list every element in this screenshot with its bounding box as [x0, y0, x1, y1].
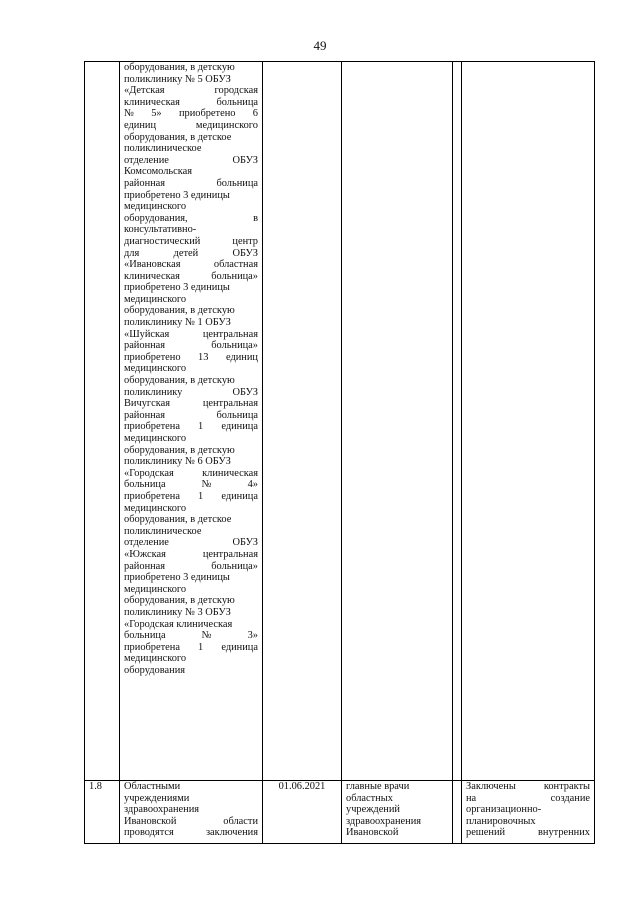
text-word: оборудования, [124, 212, 188, 224]
text-line [124, 155, 258, 167]
text-line: оборудования, в детскую [124, 595, 235, 607]
text-line [124, 178, 258, 190]
text-line: учреждениями [124, 792, 190, 804]
text-word: для [124, 247, 140, 259]
text-line [124, 816, 258, 828]
text-line [124, 236, 258, 248]
text-line [124, 468, 258, 480]
cell-date [263, 781, 342, 844]
text-word: «Городская [124, 467, 174, 479]
text-line: здравоохранения [346, 815, 422, 827]
text-word: «Ивановская [124, 259, 181, 271]
text-line: медицинского [124, 583, 187, 595]
text-line: консультативно- [124, 224, 197, 236]
cell-number [85, 781, 120, 844]
text-line [466, 781, 590, 793]
text-word: больница [124, 479, 166, 491]
cell-date [263, 62, 342, 781]
text-word: 5» [151, 108, 162, 120]
text-word: ОБУЗ [232, 247, 258, 259]
text-word: приобретено [178, 108, 236, 120]
text-word: больница [216, 409, 258, 421]
text-line [124, 387, 258, 399]
cell-result [462, 781, 595, 844]
text-line [124, 642, 258, 654]
text-line [124, 120, 258, 132]
text-word: больница» [211, 340, 258, 352]
text-word: контракты [543, 781, 590, 792]
text-word: «Шуйская [124, 328, 170, 340]
text-word: единица [221, 641, 258, 653]
text-line [124, 827, 258, 839]
page-number: 49 [313, 38, 327, 53]
text-line: оборудования, в детскую [124, 62, 235, 73]
text-word: районная [124, 340, 166, 352]
row-date: 01.06.2021 [278, 781, 326, 792]
text-word: больница [216, 96, 258, 108]
text-line [124, 97, 258, 109]
text-line: медицинского [124, 363, 187, 375]
text-line: поликлинику № 3 ОБУЗ [124, 606, 231, 618]
description-text [124, 781, 258, 839]
text-word: районная [124, 409, 166, 421]
text-line: оборудования, в детскую [124, 444, 235, 456]
text-line: медицинского [124, 201, 187, 213]
cell-responsible [342, 781, 453, 844]
cell-description [120, 62, 263, 781]
text-word: отделение [124, 154, 169, 166]
text-word: больница» [211, 560, 258, 572]
text-line [124, 421, 258, 433]
text-line [124, 213, 258, 225]
text-line: оборудования, в детскую [124, 375, 235, 387]
text-word: центральная [202, 398, 258, 410]
text-word: 3» [247, 630, 258, 642]
table-row-1-8 [85, 781, 595, 844]
text-line: здравоохранения [124, 804, 200, 816]
text-line: медицинского [124, 293, 187, 305]
text-word: 13 [198, 351, 209, 363]
text-line [466, 827, 590, 839]
text-word: 4» [247, 479, 258, 491]
text-word: диагностический [124, 235, 201, 247]
text-line [124, 248, 258, 260]
text-line [124, 271, 258, 283]
cell-responsible [342, 62, 453, 781]
text-word: № [124, 108, 134, 120]
text-word: приобретена [124, 421, 180, 433]
result-text [466, 781, 590, 839]
text-line [124, 352, 258, 364]
text-word: единиц [225, 351, 258, 363]
text-line [124, 329, 258, 341]
text-line [124, 85, 258, 97]
text-word: заключения [205, 827, 258, 839]
text-word: Вичугская [124, 398, 171, 410]
text-line: оборудования, в детское [124, 514, 232, 526]
text-word: больница [216, 177, 258, 189]
text-line: главные врачи [346, 781, 410, 792]
text-word: детей [173, 247, 199, 259]
text-word: ОБУЗ [232, 154, 258, 166]
text-word: ОБУЗ [232, 537, 258, 549]
text-line: «Городская клиническая [124, 618, 233, 630]
text-line: Областными [124, 781, 181, 792]
text-word: больница [124, 630, 166, 642]
text-line: поликлинику № 1 ОБУЗ [124, 317, 231, 329]
text-word: городская [214, 85, 258, 97]
cell-empty [453, 62, 462, 781]
text-word: «Детская [124, 85, 165, 97]
text-line: планировочных [466, 815, 536, 827]
text-line: организационно- [466, 804, 542, 816]
measures-table [84, 61, 595, 844]
text-line: оборудования, в детское [124, 131, 232, 143]
text-word: центральная [202, 548, 258, 560]
text-line: поликлиническое [124, 525, 202, 537]
responsible-text [346, 781, 448, 839]
text-word: № [201, 479, 212, 491]
text-line [124, 398, 258, 410]
text-line [124, 630, 258, 642]
text-word: клиническая [202, 467, 258, 479]
text-line [466, 793, 590, 805]
text-line: Ивановской [346, 827, 399, 839]
text-line [124, 491, 258, 503]
table-row-continued [85, 62, 595, 781]
text-line: областных [346, 792, 393, 804]
text-word: центральная [202, 328, 258, 340]
text-line [124, 340, 258, 352]
text-line: Комсомольская [124, 166, 193, 178]
text-line [124, 259, 258, 271]
text-word: Ивановской [124, 815, 177, 827]
text-word: единица [221, 421, 258, 433]
text-line: учреждений [346, 804, 400, 816]
text-word: проводятся [124, 827, 174, 839]
text-word: на [466, 792, 477, 804]
text-line: поликлиническое [124, 143, 202, 155]
text-word: больница» [211, 270, 258, 282]
cell-empty [453, 781, 462, 844]
text-line: поликлинику № 6 ОБУЗ [124, 456, 231, 468]
row-number: 1.8 [89, 781, 102, 792]
cell-number [85, 62, 120, 781]
text-word: центр [232, 235, 258, 247]
text-word: 1 [198, 641, 204, 653]
text-word: районная [124, 177, 166, 189]
text-word: приобретена [124, 490, 180, 502]
text-line: оборудования [124, 664, 186, 676]
text-line [124, 549, 258, 561]
text-line [124, 537, 258, 549]
text-line: оборудования, в детскую [124, 305, 235, 317]
text-word: «Южская [124, 548, 166, 560]
text-word: ОБУЗ [232, 386, 258, 398]
text-word: районная [124, 560, 166, 572]
text-line [124, 479, 258, 491]
text-line: медицинского [124, 502, 187, 514]
text-word: создание [550, 792, 590, 804]
text-line: медицинского [124, 433, 187, 444]
text-word: 1 [198, 490, 204, 502]
text-line: приобретено 3 единицы [124, 189, 230, 201]
text-word: отделение [124, 537, 169, 549]
text-line: поликлинику № 5 ОБУЗ [124, 73, 231, 85]
text-word: поликлинику [124, 386, 183, 398]
text-word: областная [213, 259, 258, 271]
text-line: медицинского [124, 653, 187, 665]
text-word: в [253, 212, 258, 224]
text-line [124, 561, 258, 573]
text-word: № [201, 630, 212, 642]
text-line: приобретено 3 единицы [124, 282, 230, 294]
text-word: клиническая [124, 96, 180, 108]
text-word: 6 [252, 108, 258, 120]
text-word: Заключены [466, 781, 516, 792]
text-word: приобретено [124, 351, 181, 363]
text-line [124, 108, 258, 120]
text-word: решений [466, 827, 506, 839]
cell-result [462, 62, 595, 781]
text-word: медицинского [195, 119, 258, 131]
description-text [124, 62, 258, 676]
text-line: приобретено 3 единицы [124, 572, 230, 584]
cell-description [120, 781, 263, 844]
text-word: внутренних [537, 827, 590, 839]
text-word: клиническая [124, 270, 180, 282]
text-word: единица [221, 490, 258, 502]
text-word: области [223, 815, 258, 827]
text-word: приобретена [124, 641, 180, 653]
text-line [124, 410, 258, 422]
text-word: 1 [198, 421, 204, 433]
text-word: единиц [124, 119, 157, 131]
